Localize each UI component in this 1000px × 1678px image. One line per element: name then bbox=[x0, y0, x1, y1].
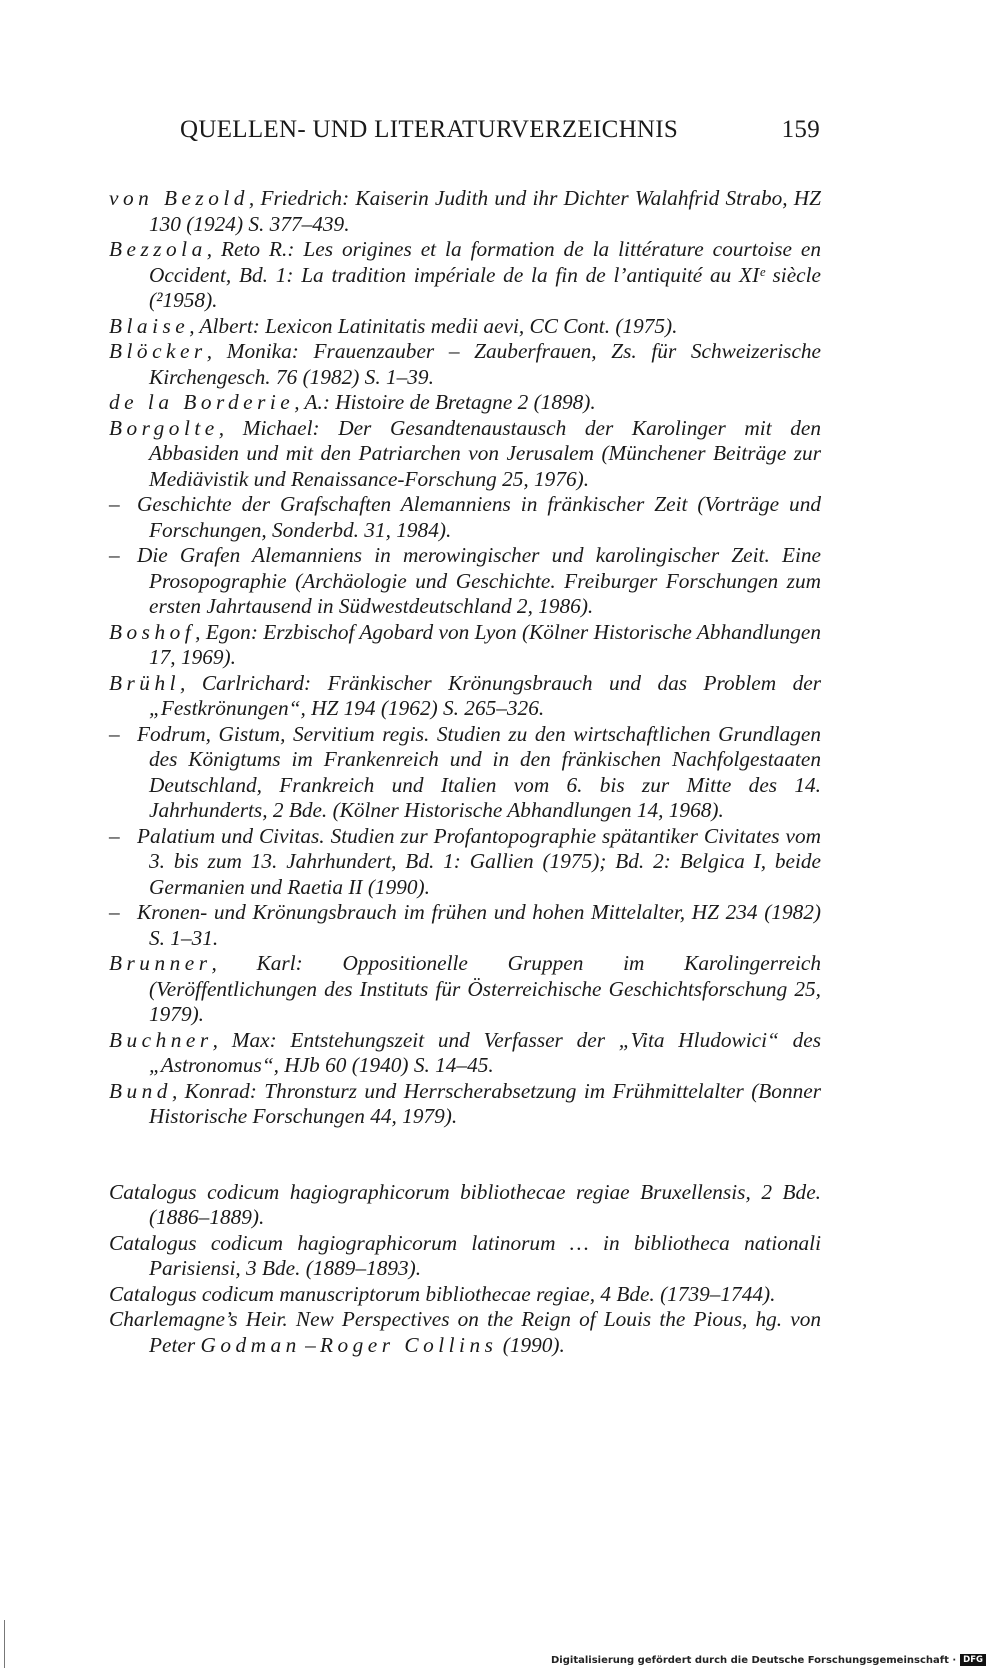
repeat-author-dash: – bbox=[109, 823, 120, 848]
bibliography-entry bbox=[109, 543, 821, 620]
bibliography-entry bbox=[109, 620, 821, 671]
entry-text: Palatium und Civitas. Studien zur Profantopographie spätantiker Civitates vom 3. bis zum 13. Jahrhundert, Bd. 1: Gallien (1975); Bd. 2: Belgica I, beide Germanien und Raetia II (1990). bbox=[137, 823, 821, 899]
bibliography-entry bbox=[109, 1282, 821, 1308]
bibliography-entry bbox=[109, 186, 821, 237]
entry-author: Bezzola bbox=[109, 237, 207, 261]
entry-author: Brunner bbox=[109, 951, 212, 975]
entry-text: , Monika: Frauenzauber – Zauberfrauen, Zs. für Schweizerische Kirchengesch. 76 (1982) S. 1–39. bbox=[149, 339, 821, 389]
repeat-author-dash: – bbox=[109, 721, 120, 746]
bibliography-list bbox=[109, 186, 821, 1358]
bibliography-entry bbox=[109, 314, 821, 340]
entry-text: , Carlrichard: Fränkischer Krönungsbrauch und das Problem der „Festkrönungen“, HZ 194 (1962) S. 265–326. bbox=[149, 670, 821, 720]
entry-author: von Bezold bbox=[109, 186, 249, 210]
entry-text: , A.: Histoire de Bretagne 2 (1898). bbox=[294, 390, 596, 414]
entry-text: , Egon: Erzbischof Agobard von Lyon (Kölner Historische Abhandlungen 17, 1969). bbox=[149, 619, 821, 669]
bibliography-entry bbox=[109, 671, 821, 722]
running-header bbox=[180, 116, 820, 144]
bibliography-entry: Charlemagne’s Heir. New Perspectives on the Reign of Louis the Pious, hg. von Peter Godman – Roger Collins (1990). bbox=[109, 1307, 821, 1357]
entry-author: Boshof bbox=[109, 619, 196, 644]
credit-text: Digitalisierung gefördert durch die Deutsche Forschungsgemeinschaft · bbox=[551, 1654, 957, 1666]
dfg-logo: DFG bbox=[960, 1654, 986, 1666]
entry-text: , Konrad: Thronsturz und Herrscherabsetzung im Frühmittelalter (Bonner Historische Forschungen 44, 1979). bbox=[149, 1078, 821, 1128]
running-title: QUELLEN- UND LITERATURVERZEICHNIS bbox=[180, 116, 679, 143]
entry-author: Brühl bbox=[109, 670, 181, 695]
bibliography-entry bbox=[109, 1028, 821, 1079]
digitization-credit bbox=[551, 1654, 986, 1666]
bibliography-entry bbox=[109, 1231, 821, 1282]
entry-author: Blöcker bbox=[109, 339, 207, 363]
entry-text: Geschichte der Grafschaften Alemanniens in fränkischer Zeit (Vorträge und Forschungen, Sonderbd. 31, 1984). bbox=[137, 492, 821, 542]
entry-author: Blaise bbox=[109, 313, 190, 338]
entry-text: Die Grafen Alemanniens in merowingischer und karolingischer Zeit. Eine Prosopographie (Archäologie und Geschichte. Freiburger Forschungen zum ersten Jahrtausend in Südwestdeutschland 2, 1986). bbox=[137, 543, 821, 618]
entry-text: Fodrum, Gistum, Servitium regis. Studien zu den wirtschaftlichen Grundlagen des Königtums im Frankenreich und in den fränkischen Nachfolgestaaten Deutschland, Frankreich und Italien vom 6. bis zur Mitte des 14. Jahrhunderts, 2 Bde. (Kölner Historische Abhandlungen 14, 1968). bbox=[137, 721, 821, 822]
bibliography-entry bbox=[109, 900, 821, 951]
bibliography-entry bbox=[109, 416, 821, 493]
entry-tail: (1990). bbox=[497, 1332, 565, 1357]
repeat-author-dash: – bbox=[109, 543, 120, 567]
scan-margin-line bbox=[4, 1620, 5, 1668]
entry-text: , Reto R.: Les origines et la formation de la littérature courtoise en Occident, Bd. 1: La tradition impériale de la fin de l’antiquité au XIᵉ siècle (²1958). bbox=[149, 237, 821, 312]
entry-text: Charlemagne’s Heir. New Perspectives on the Reign of Louis the Pious, hg. von Peter bbox=[109, 1307, 821, 1357]
entry-text: , Karl: Oppositionelle Gruppen im Karolingerreich (Veröffentlichungen des Instituts für Österreichische Geschichtsforschung 25, 1979). bbox=[149, 951, 821, 1026]
entry-author: Buchner bbox=[109, 1027, 213, 1052]
entry-text: , Max: Entstehungszeit und Verfasser der „Vita Hludowici“ des „Astronomus“, HJb 60 (1940) S. 14–45. bbox=[149, 1027, 821, 1077]
entry-author: de la Borderie bbox=[109, 390, 295, 414]
entry-text: Catalogus codicum manuscriptorum bibliothecae regiae, 4 Bde. (1739–1744). bbox=[109, 1281, 776, 1306]
bibliography-entry bbox=[109, 237, 821, 314]
bibliography-section bbox=[109, 1180, 821, 1359]
entry-text: , Friedrich: Kaiserin Judith und ihr Dichter Walahfrid Strabo, HZ 130 (1924) S. 377–439. bbox=[149, 186, 821, 236]
entry-author: Bund bbox=[109, 1078, 172, 1103]
bibliography-entry bbox=[109, 824, 821, 901]
page-number: 159 bbox=[781, 116, 820, 143]
entry-text: Kronen- und Krönungsbrauch im frühen und hohen Mittelalter, HZ 234 (1982) S. 1–31. bbox=[137, 900, 821, 950]
bibliography-entry bbox=[109, 951, 821, 1028]
entry-author: Borgolte bbox=[109, 415, 219, 440]
repeat-author-dash: – bbox=[109, 900, 120, 924]
repeat-author-dash: – bbox=[109, 492, 120, 516]
bibliography-entry bbox=[109, 1079, 821, 1130]
bibliography-entry bbox=[109, 1180, 821, 1231]
entry-text: , Albert: Lexicon Latinitatis medii aevi, CC Cont. (1975). bbox=[189, 313, 678, 338]
entry-text: Catalogus codicum hagiographicorum latinorum … in bibliotheca nationali Parisiensi, 3 Bde. (1889–1893). bbox=[109, 1230, 821, 1280]
bibliography-entry bbox=[109, 339, 821, 390]
bibliography-section bbox=[109, 186, 821, 1130]
entry-text: , Michael: Der Gesandtenaustausch der Karolinger mit den Abbasiden und mit den Patriarchen von Jerusalem (Münchener Beiträge zur Mediävistik und Renaissance-Forschung 25, 1976). bbox=[149, 415, 821, 491]
bibliography-entry bbox=[109, 722, 821, 824]
bibliography-entry bbox=[109, 390, 821, 416]
entry-editor: Godman bbox=[200, 1332, 301, 1357]
bibliography-entry bbox=[109, 492, 821, 543]
entry-editor: Roger Collins bbox=[320, 1332, 498, 1357]
entry-text: Catalogus codicum hagiographicorum bibliothecae regiae Bruxellensis, 2 Bde. (1886–1889). bbox=[109, 1179, 821, 1229]
